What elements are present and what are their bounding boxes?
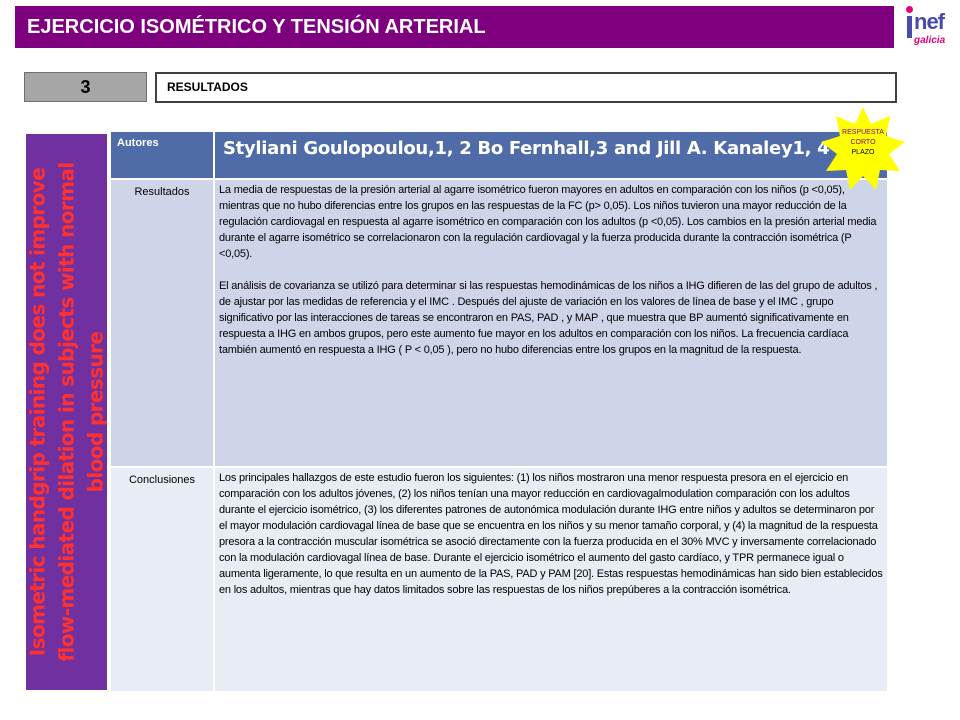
conclusions-text: Los principales hallazgos de este estudio fueron los siguientes: (1) los niños mostraron una menor respuesta presora en el ejercicio en comparación con los adultos jóvenes, (2) los niños tenían una mayor reducción en cardiovagalmodulation comparación con los adultos durante el ejercicio isométrico, (3) los diferentes patrones de autonómica modulación durante IHG entre niños y adultos se determinaron por el mayor modulación cardiovagal línea de base que se encuentra en los niños y su menor tamaño corporal, y (4) la magnitud de la respuesta presora a la contracción muscular isométrica se asoció directamente con la fuerza producida en el 30% MVC y inversamente correlacionado con la modulación cardiovagal línea de base. Durante el ejercicio isométrico el aumento del gasto cardíaco, y TPR permanece igual o aumenta ligeramente, lo que resulta en un aumento de la PAS, PAD y PAM [20]. Estas respuestas hemodinámicas han sido bien establecidos en los adultos, mientras que hay datos limitados sobre las respuestas de los niños prepúberes a la contracción isométrica. <box>215 468 887 691</box>
results-paragraph-1: La media de respuestas de la presión arterial al agarre isométrico fueron mayores en adultos en comparación con los niños (p <0,05), mientras que no hubo diferencias entre los grupos en las respuestas de la FC (p> 0,05). Los niños tuvieron una mayor reducción de la regulación cardiovagal en respuesta al agarre isométrico en comparación con los adultos (p <0,05). Los cambios en la presión arterial media durante el agarre isométrico se correlacionaron con la regulación cardiovagal y la fuerza producida durante la contracción isométrica (P <0,05). <box>219 184 877 260</box>
summary-table <box>111 132 887 691</box>
logo-stem-icon <box>907 16 912 38</box>
inef-galicia-logo <box>902 4 954 54</box>
paper-title-panel <box>26 134 107 690</box>
results-text <box>215 180 887 466</box>
section-label: RESULTADOS <box>155 72 897 103</box>
badge-line-1: RESPUESTA <box>842 129 884 136</box>
paper-title: Isometric handgrip training does not improve flow-mediated dilation in subjects with normal blood pressure <box>25 162 107 662</box>
slide-title: EJERCICIO ISOMÉTRICO Y TENSIÓN ARTERIAL <box>15 6 894 48</box>
short-term-response-badge <box>818 104 908 194</box>
logo-dot-icon <box>906 6 913 13</box>
section-number: 3 <box>24 72 147 102</box>
badge-line-3: PLAZO <box>851 149 875 156</box>
conclusions-label: Conclusiones <box>111 468 213 691</box>
logo-subtitle: galicia <box>914 35 946 46</box>
authors-value: Styliani Goulopoulou,1, 2 Bo Fernhall,3 and Jill A. Kanaley1, 4 <box>215 132 887 178</box>
results-paragraph-2: El análisis de covarianza se utilizó para determinar si las respuestas hemodinámicas de los niños a IHG difieren de las del grupo de adultos , de ajustar por las medidas de referencia y el IMC . Después del ajuste de variación en los valores de línea de base y el IMC , grupo significativo por las interacciones de tareas se encontraron en PAS, PAD , y MAP , que muestra que BP aumentó significativamente en respuesta a IHG en ambos grupos, pero este aumento fue mayor en los adultos en comparación con los niños. La frecuencia cardíaca también aumentó en respuesta a IHG ( P < 0,05 ), pero no hubo diferencias entre los grupos en la magnitud de la respuesta. <box>219 280 878 356</box>
logo-word: nef <box>914 9 944 34</box>
badge-line-2: CORTO <box>850 139 876 146</box>
authors-label: Autores <box>111 132 213 178</box>
results-label: Resultados <box>111 180 213 466</box>
